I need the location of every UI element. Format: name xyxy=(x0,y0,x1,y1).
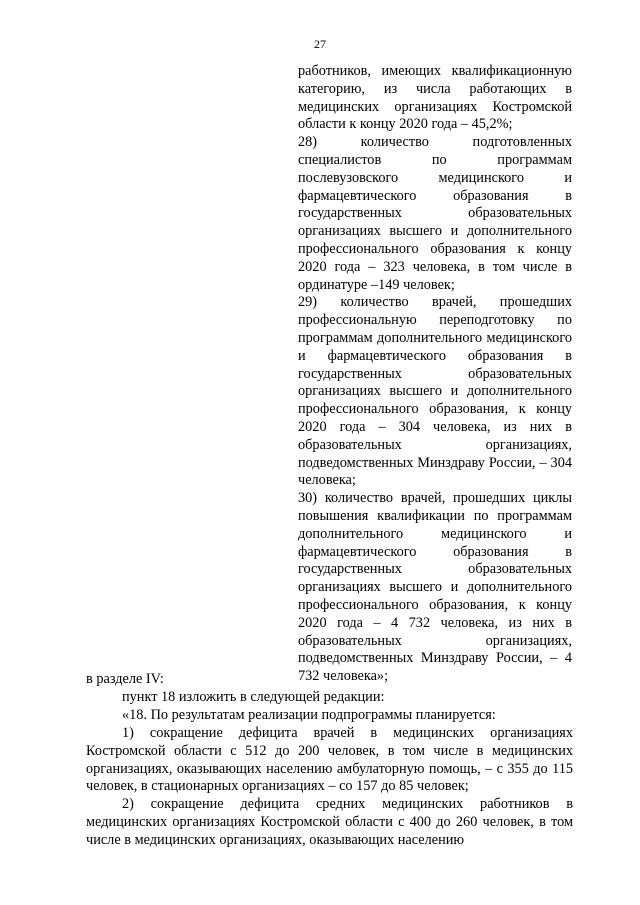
list-item: работников, имеющих квалификационную категорию, из числа работающих в медицинских организациях Костромской области к концу 2020 года – 45,2%; xyxy=(298,63,572,133)
paragraph-item-1: 1) сокращение дефицита врачей в медицинских организациях Костромской области с 512 до 200 человек, в том числе в медицинских организациях, оказывающих населению амбулаторную помощь, – с 355 до 115 человек, в стационарных организациях – со 157 до 85 человек; xyxy=(86,724,573,795)
point-intro: пункт 18 изложить в следующей редакции: xyxy=(122,688,385,705)
list-item: 29) количество врачей, прошедших профессиональную переподготовку по программам дополнительного медицинского и фармацевтического образования в государственных образовательных организациях высшего и дополнительного профессионального образования, к концу 2020 года – 304 человека, из них в образовательных организациях, подведомственных Минздраву России, – 304 человека; xyxy=(298,294,572,489)
list-item: 30) количество врачей, прошедших циклы повышения квалификации по программам дополнительного медицинского и фармацевтического образования в государственных образовательных организациях высшего и дополнительного профессионального образования, к концу 2020 года – 4 732 человека, из них в образовательных организациях, подведомственных Минздраву России, – 4 732 человека»; xyxy=(298,490,572,685)
page-number: 27 xyxy=(314,37,326,51)
paragraph-item-2: 2) сокращение дефицита средних медицинских работников в медицинских организациях Костромской области с 400 до 260 человек, в том числе в медицинских организациях, оказывающих населению xyxy=(86,796,573,849)
point-heading: «18. По результатам реализации подпрограммы планируется: xyxy=(122,706,496,723)
list-item: 28) количество подготовленных специалистов по программам послевузовского медицинского и фармацевтического образования в государственных образовательных организациях высшего и дополнительного профессионального образования к концу 2020 года – 323 человека, в том числе в ординатуре –149 человек; xyxy=(298,134,572,293)
section-reference: в разделе IV: xyxy=(86,671,164,687)
right-column-text xyxy=(298,63,572,686)
body-text xyxy=(86,671,573,850)
